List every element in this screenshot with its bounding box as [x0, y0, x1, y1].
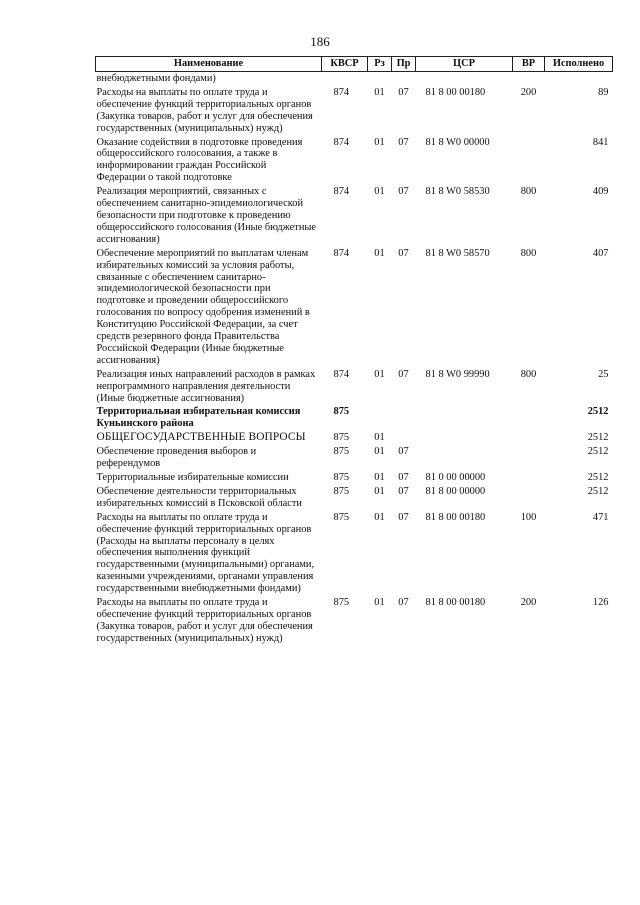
table-row — [96, 431, 613, 445]
cell-vr: 800 — [520, 247, 537, 259]
table-row — [96, 471, 613, 485]
cell-pr: 07 — [398, 186, 409, 198]
cell-vr — [513, 445, 545, 471]
cell-rz: 01 — [374, 472, 385, 483]
cell-csr — [416, 445, 513, 471]
header-csr: ЦСР — [416, 57, 513, 72]
cell-pr: 07 — [398, 485, 409, 497]
cell-csr: 81 8 00 00180 — [425, 511, 486, 523]
cell-kvsr: 875 — [333, 472, 350, 483]
cell-vr — [513, 485, 545, 511]
cell-vr: 200 — [520, 597, 537, 609]
cell-rz — [368, 72, 392, 86]
cell-csr: 81 8 W0 58570 — [425, 247, 490, 259]
cell-csr — [416, 431, 513, 445]
cell-name: Расходы на выплаты по оплате труда и обеспечение функций территориальных органов (Закупка товаров, работ и услуг для обеспечения государственных (муниципальных) нужд) — [96, 86, 313, 134]
table-row — [96, 185, 613, 247]
cell-vr — [513, 136, 545, 186]
cell-rz: 01 — [374, 597, 385, 609]
cell-csr: 81 8 00 00180 — [425, 597, 486, 609]
cell-pr: 07 — [398, 597, 409, 609]
cell-sum: 2512 — [587, 432, 609, 444]
table-row — [96, 405, 613, 431]
cell-sum: 407 — [592, 247, 609, 259]
cell-csr: 81 8 W0 00000 — [425, 136, 490, 148]
cell-vr: 200 — [520, 86, 537, 98]
table-row — [96, 72, 613, 86]
cell-sum: 89 — [598, 86, 609, 98]
table-row — [96, 485, 613, 511]
cell-name: внебюджетными фондами) — [96, 73, 216, 84]
cell-rz: 01 — [374, 446, 385, 458]
cell-rz: 01 — [374, 511, 385, 523]
cell-kvsr: 875 — [333, 406, 350, 418]
cell-vr: 100 — [520, 511, 537, 523]
cell-csr: 81 8 W0 58530 — [425, 186, 490, 198]
cell-sum: 2512 — [587, 446, 609, 458]
table-body — [96, 72, 613, 646]
cell-pr: 07 — [398, 86, 409, 98]
cell-sum: 471 — [592, 511, 609, 523]
cell-rz: 01 — [374, 186, 385, 198]
page-number: 186 — [310, 34, 330, 49]
table-row — [96, 86, 613, 136]
cell-pr: 07 — [398, 446, 409, 458]
cell-sum: 2512 — [587, 485, 609, 497]
cell-csr: 81 8 00 00180 — [425, 86, 486, 98]
cell-sum: 25 — [598, 368, 609, 380]
cell-sum: 2512 — [587, 472, 609, 483]
table-header — [96, 57, 613, 72]
cell-name: Расходы на выплаты по оплате труда и обеспечение функций территориальных органов (Закупка товаров, работ и услуг для обеспечения государственных (муниципальных) нужд) — [96, 597, 313, 644]
cell-name: ОБЩЕГОСУДАРСТВЕННЫЕ ВОПРОСЫ — [96, 431, 306, 444]
cell-csr — [416, 72, 513, 86]
table-row — [96, 368, 613, 406]
cell-name: Оказание содействия в подготовке проведения общероссийского голосования, а также в информировании граждан Российской Федерации о такой подготовке — [96, 136, 303, 184]
header-name: Наименование — [96, 57, 322, 72]
cell-rz: 01 — [374, 86, 385, 98]
cell-vr — [513, 405, 545, 431]
cell-vr: 800 — [520, 186, 537, 198]
cell-pr: 07 — [398, 472, 409, 483]
cell-pr: 07 — [398, 247, 409, 259]
cell-name: Реализация иных направлений расходов в рамках непрограммного направления деятельности (Иные бюджетные ассигнования) — [96, 368, 316, 404]
cell-pr: 07 — [398, 511, 409, 523]
cell-rz — [368, 405, 392, 431]
cell-rz: 01 — [374, 136, 385, 148]
cell-name: Реализация мероприятий, связанных с обеспечением санитарно-эпидемиологической безопасности при подготовке к проведению общероссийского голосования (Иные бюджетные ассигнования) — [96, 186, 316, 245]
cell-pr: 07 — [398, 136, 409, 148]
table-row — [96, 136, 613, 186]
cell-csr: 81 0 00 00000 — [425, 472, 486, 483]
cell-kvsr: 874 — [333, 247, 350, 259]
cell-kvsr — [322, 72, 368, 86]
cell-csr: 81 8 W0 99990 — [425, 368, 490, 380]
table-row — [96, 511, 613, 596]
cell-name: Территориальная избирательная комиссия Куньинского района — [96, 406, 301, 430]
cell-sum: 126 — [592, 597, 609, 609]
header-vr: ВР — [513, 57, 545, 72]
cell-name: Обеспечение деятельности территориальных избирательных комиссий в Псковской области — [96, 485, 302, 509]
cell-pr: 07 — [398, 368, 409, 380]
cell-csr — [416, 405, 513, 431]
cell-sum: 841 — [592, 136, 609, 148]
cell-vr — [513, 72, 545, 86]
cell-sum — [545, 72, 613, 86]
cell-name: Территориальные избирательные комиссии — [96, 472, 289, 483]
cell-rz: 01 — [374, 247, 385, 259]
cell-name: Обеспечение мероприятий по выплатам членам избирательных комиссий за условия работы, связанные с обеспечением санитарно-эпидемиологической безопасности при подготовке и проведении общероссийского голосования по вопросу одобрения изменений в Конституцию Российской Федерации, за счет средств резервного фонда Правительства Российской Федерации (Иные бюджетные ассигнования) — [96, 247, 310, 366]
cell-kvsr: 874 — [333, 368, 350, 380]
cell-vr — [513, 431, 545, 445]
header-pr: Пр — [392, 57, 416, 72]
cell-rz: 01 — [374, 432, 385, 444]
cell-vr: 800 — [520, 368, 537, 380]
header-rz: Рз — [368, 57, 392, 72]
cell-kvsr: 875 — [333, 511, 350, 523]
table-row — [96, 445, 613, 471]
cell-name: Обеспечение проведения выборов и референдумов — [96, 446, 257, 470]
table-row — [96, 247, 613, 368]
cell-kvsr: 875 — [333, 597, 350, 609]
cell-name: Расходы на выплаты по оплате труда и обеспечение функций территориальных органов (Расходы на выплаты персоналу в целях обеспечения выполнения функций государственными (муниципальными) органами, казенными учреждениями, органами управления государственными внебюджетными фондами) — [96, 511, 315, 595]
cell-kvsr: 875 — [333, 432, 350, 444]
cell-pr — [392, 431, 416, 445]
cell-kvsr: 874 — [333, 86, 350, 98]
cell-kvsr: 874 — [333, 136, 350, 148]
cell-pr — [392, 405, 416, 431]
cell-pr — [392, 72, 416, 86]
budget-table — [95, 56, 613, 646]
cell-rz: 01 — [374, 485, 385, 497]
cell-kvsr: 875 — [333, 485, 350, 497]
cell-sum: 2512 — [587, 406, 609, 418]
cell-kvsr: 875 — [333, 446, 350, 458]
header-kvsr: КВСР — [322, 57, 368, 72]
cell-csr: 81 8 00 00000 — [425, 485, 486, 497]
table-row — [96, 596, 613, 646]
cell-sum: 409 — [592, 186, 609, 198]
cell-vr — [513, 471, 545, 485]
cell-kvsr: 874 — [333, 186, 350, 198]
cell-rz: 01 — [374, 368, 385, 380]
header-sum: Исполнено — [545, 57, 613, 72]
